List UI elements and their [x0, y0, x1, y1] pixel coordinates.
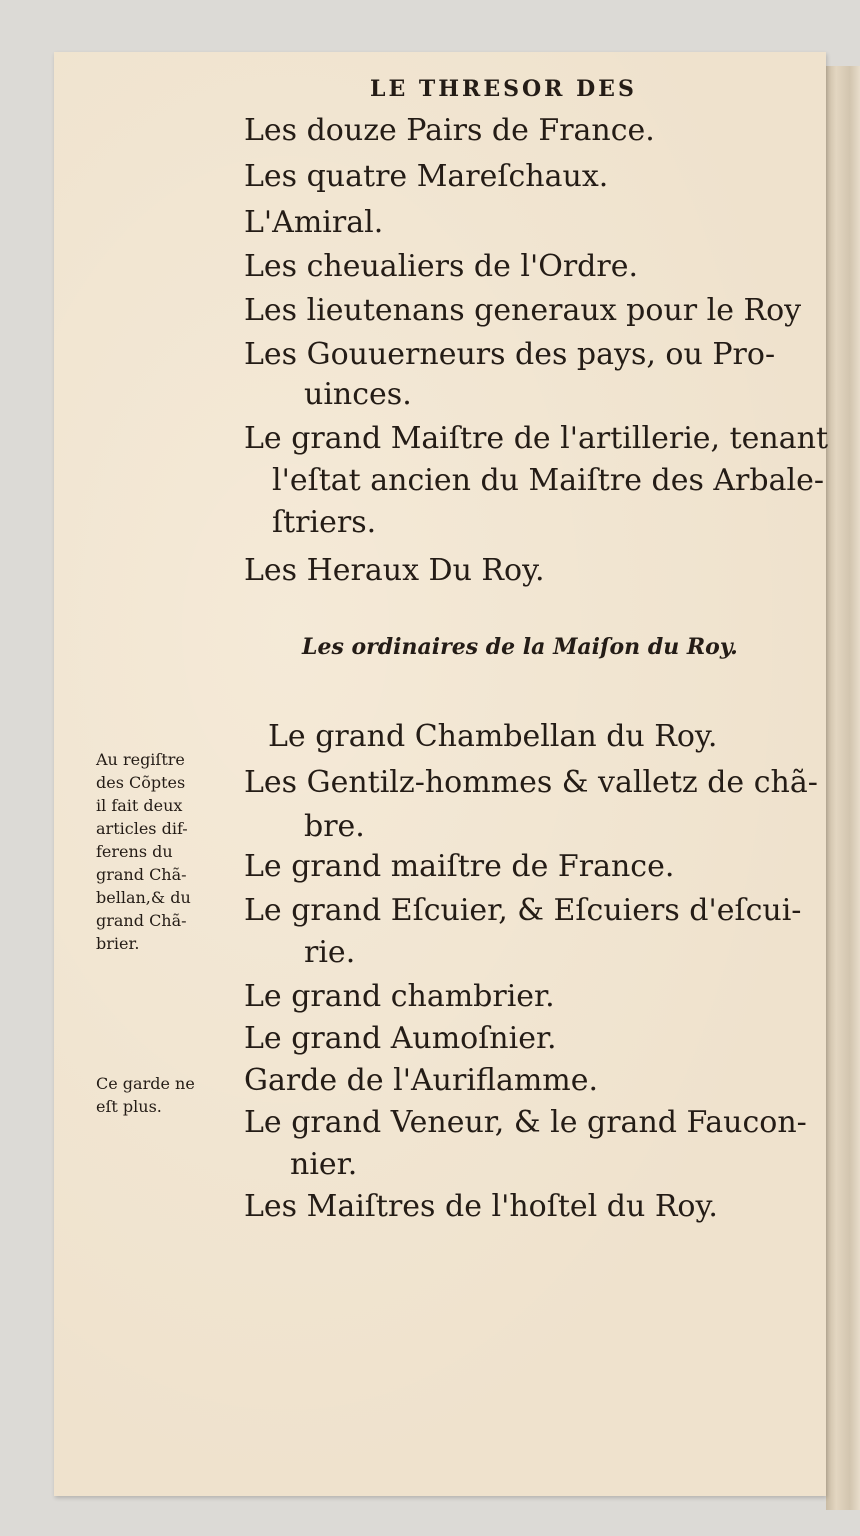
margin-note-line: Ce garde ne: [96, 1074, 195, 1093]
text-line: rie.: [304, 935, 356, 970]
text-line: Garde de l'Auriflamme.: [244, 1063, 599, 1098]
margin-note-line: bellan,& du: [96, 888, 191, 907]
text-line: Les cheualiers de l'Ordre.: [244, 249, 639, 284]
text-line: L'Amiral.: [244, 205, 384, 240]
text-line: Le grand Eſcuier, & Eſcuiers d'eſcui-: [244, 893, 802, 928]
text-line: Le grand maiſtre de France.: [244, 849, 675, 884]
margin-note-line: articles dif-: [96, 819, 188, 838]
text-line: Les Heraux Du Roy.: [244, 553, 545, 588]
text-line: Les Gentilz-hommes & valletz de chã-: [244, 765, 818, 800]
text-line: ſtriers.: [272, 505, 377, 540]
margin-note-line: ferens du: [96, 842, 173, 861]
text-line: Les Maiſtres de l'hoſtel du Roy.: [244, 1189, 718, 1224]
margin-note-line: des Cõptes: [96, 773, 186, 792]
text-line: nier.: [290, 1147, 358, 1182]
text-line: Les douze Pairs de France.: [244, 113, 655, 148]
margin-note: [96, 1072, 195, 1118]
text-line: bre.: [304, 809, 365, 844]
margin-note-line: grand Chã-: [96, 865, 187, 884]
margin-note-line: Au regiſtre: [96, 750, 185, 769]
text-line: Le grand chambrier.: [244, 979, 555, 1014]
running-head: LE THRESOR DES: [370, 76, 637, 102]
margin-note-line: il fait deux: [96, 796, 183, 815]
text-line: Les lieutenans generaux pour le Roy: [244, 293, 802, 328]
margin-note: [96, 748, 191, 955]
text-line: l'eſtat ancien du Maiſtre des Arbale-: [272, 463, 824, 498]
margin-note-line: grand Chã-: [96, 911, 187, 930]
text-line: Les quatre Mareſchaux.: [244, 159, 609, 194]
section-heading: Les ordinaires de la Maiſon du Roy.: [302, 634, 738, 660]
margin-note-line: eſt plus.: [96, 1097, 162, 1116]
text-line: Le grand Veneur, & le grand Faucon-: [244, 1105, 807, 1140]
text-line: Le grand Aumoſnier.: [244, 1021, 557, 1056]
text-line: Le grand Maiſtre de l'artillerie, tenant: [244, 421, 829, 456]
text-line: Le grand Chambellan du Roy.: [268, 719, 718, 754]
text-line: uinces.: [304, 377, 412, 412]
margin-note-line: brier.: [96, 934, 140, 953]
page-edge: [826, 66, 860, 1510]
text-line: Les Gouuerneurs des pays, ou Pro-: [244, 337, 776, 372]
